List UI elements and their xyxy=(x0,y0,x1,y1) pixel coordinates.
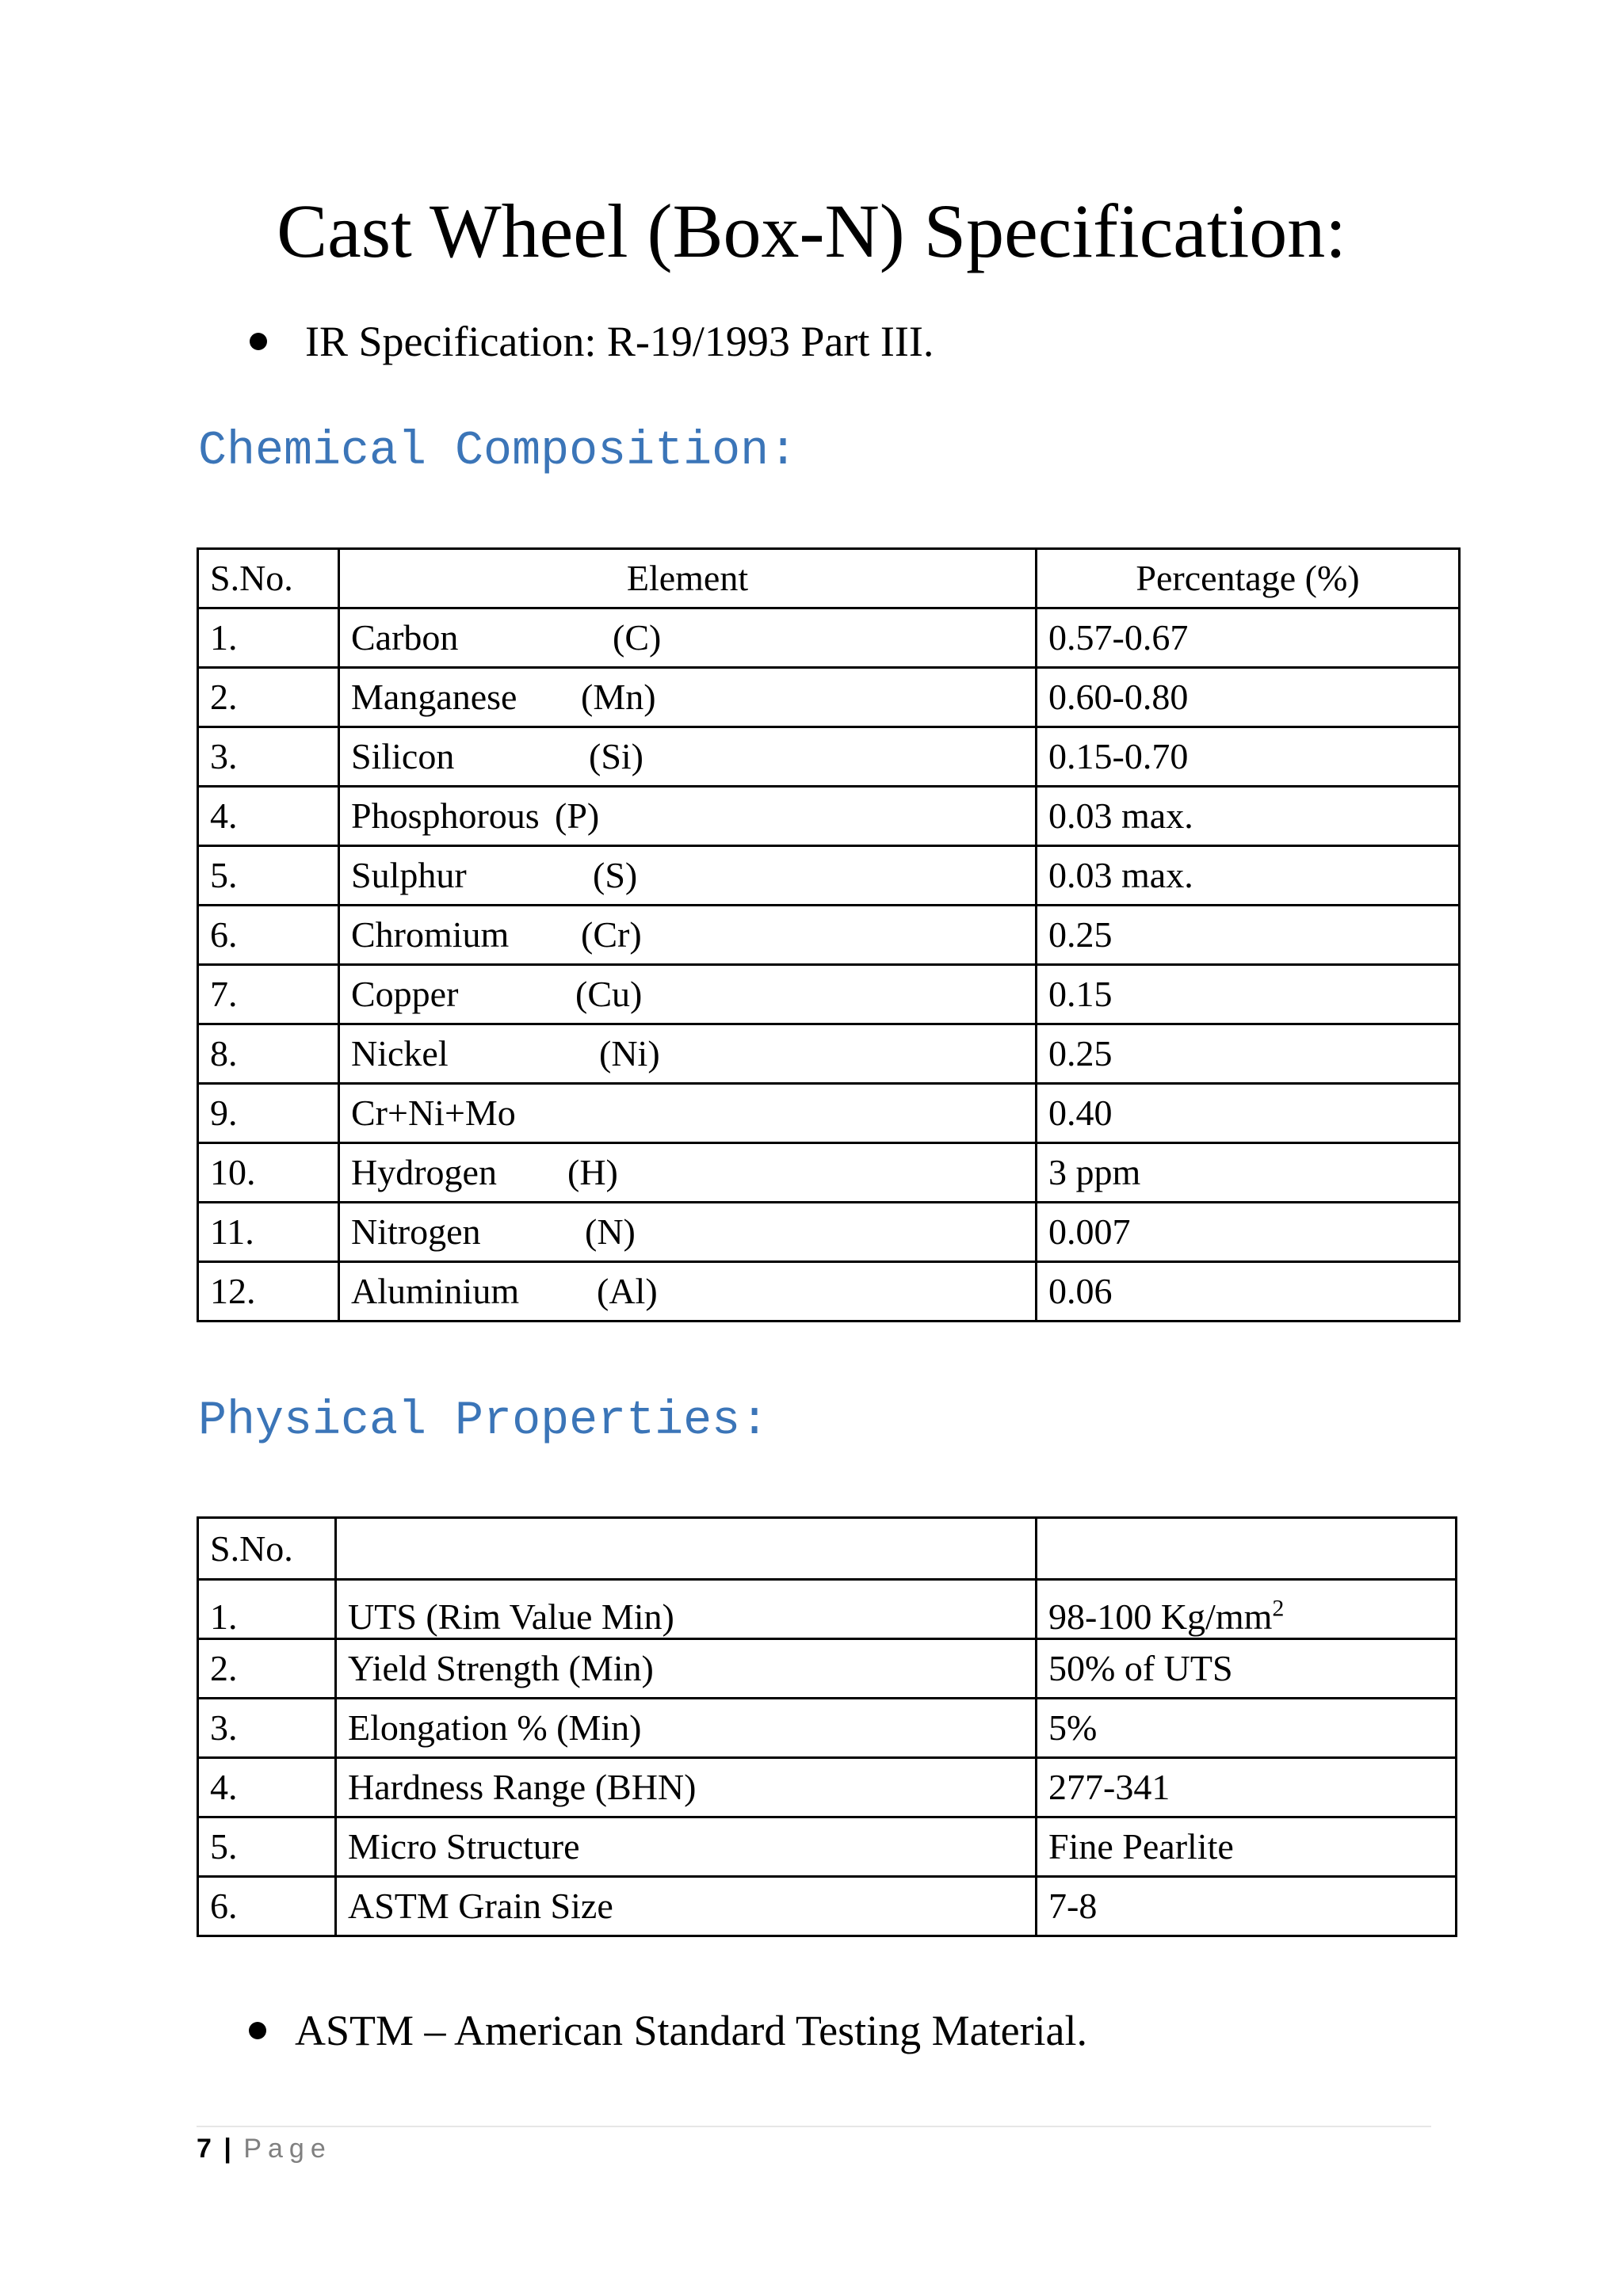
table-row xyxy=(198,1084,1460,1143)
sno-cell: 11. xyxy=(198,1203,339,1262)
element-cell xyxy=(339,608,1037,668)
element-cell xyxy=(339,1143,1037,1203)
element-name: Nitrogen xyxy=(351,1211,481,1252)
element-symbol: (Mn) xyxy=(581,677,656,717)
element-name: Manganese xyxy=(351,677,517,717)
value-text: 277-341 xyxy=(1048,1767,1170,1807)
sno-cell: 5. xyxy=(198,1817,336,1877)
page-number: 7 xyxy=(197,2134,212,2164)
percentage-cell: 0.25 xyxy=(1037,906,1460,965)
element-name: Hydrogen xyxy=(351,1152,497,1192)
sno-cell: 8. xyxy=(198,1024,339,1084)
table-header-row xyxy=(198,1518,1457,1580)
sno-cell: 4. xyxy=(198,1758,336,1817)
table-row xyxy=(198,965,1460,1024)
page-label: Page xyxy=(243,2134,332,2164)
element-name: Silicon xyxy=(351,736,455,776)
table-row xyxy=(198,906,1460,965)
sno-cell: 2. xyxy=(198,668,339,727)
bullet-icon xyxy=(249,2022,266,2039)
percentage-cell: 0.60-0.80 xyxy=(1037,668,1460,727)
element-cell: Cr+Ni+Mo xyxy=(339,1084,1037,1143)
sno-cell: 2. xyxy=(198,1639,336,1699)
value-text: Fine Pearlite xyxy=(1048,1826,1234,1867)
element-symbol: (N) xyxy=(585,1211,636,1252)
value-text: 98-100 Kg/mm xyxy=(1048,1596,1273,1637)
sno-cell: 5. xyxy=(198,846,339,906)
value-cell xyxy=(1037,1639,1457,1699)
element-cell xyxy=(339,668,1037,727)
percentage-cell: 0.03 max. xyxy=(1037,846,1460,906)
element-name: Chromium xyxy=(351,914,510,955)
percentage-cell: 0.03 max. xyxy=(1037,787,1460,846)
property-cell: Micro Structure xyxy=(336,1817,1037,1877)
element-cell xyxy=(339,1262,1037,1322)
percentage-cell: 0.15-0.70 xyxy=(1037,727,1460,787)
element-name: Sulphur xyxy=(351,855,467,895)
header-element: Element xyxy=(339,549,1037,608)
element-cell xyxy=(339,906,1037,965)
table-row xyxy=(198,787,1460,846)
element-symbol: (Cu) xyxy=(575,974,643,1014)
element-cell xyxy=(339,1024,1037,1084)
percentage-cell: 0.25 xyxy=(1037,1024,1460,1084)
value-text: 5% xyxy=(1048,1707,1098,1748)
header-sno: S.No. xyxy=(198,1518,336,1580)
element-name: Copper xyxy=(351,974,459,1014)
element-symbol: (S) xyxy=(593,855,638,895)
table-row xyxy=(198,1024,1460,1084)
chemical-composition-table xyxy=(197,547,1461,1322)
value-cell xyxy=(1037,1699,1457,1758)
header-sno: S.No. xyxy=(198,549,339,608)
sno-cell: 4. xyxy=(198,787,339,846)
sno-cell: 12. xyxy=(198,1262,339,1322)
property-cell: ASTM Grain Size xyxy=(336,1877,1037,1936)
table-row xyxy=(198,1143,1460,1203)
property-cell: Hardness Range (BHN) xyxy=(336,1758,1037,1817)
physical-properties-heading: Physical Properties: xyxy=(198,1394,769,1448)
value-cell xyxy=(1037,1580,1457,1639)
table-row xyxy=(198,846,1460,906)
footer-divider xyxy=(197,2126,1431,2127)
sno-cell: 6. xyxy=(198,1877,336,1936)
table-row xyxy=(198,668,1460,727)
element-symbol: (Si) xyxy=(589,736,643,776)
percentage-cell: 0.57-0.67 xyxy=(1037,608,1460,668)
value-text: 7-8 xyxy=(1048,1886,1098,1926)
table-row xyxy=(198,1262,1460,1322)
chemical-composition-heading: Chemical Composition: xyxy=(198,425,798,479)
property-cell: Yield Strength (Min) xyxy=(336,1639,1037,1699)
table-row xyxy=(198,1580,1457,1639)
value-superscript: 2 xyxy=(1272,1595,1285,1622)
percentage-cell: 0.007 xyxy=(1037,1203,1460,1262)
table-row xyxy=(198,608,1460,668)
sno-cell: 7. xyxy=(198,965,339,1024)
element-name: Aluminium xyxy=(351,1271,520,1311)
percentage-cell: 3 ppm xyxy=(1037,1143,1460,1203)
sno-cell: 1. xyxy=(198,608,339,668)
header-value xyxy=(1037,1518,1457,1580)
value-text: 50% of UTS xyxy=(1048,1648,1233,1688)
table-row xyxy=(198,727,1460,787)
value-cell xyxy=(1037,1758,1457,1817)
element-symbol: (H) xyxy=(567,1152,618,1192)
spec-bullet-item xyxy=(305,315,934,368)
page-footer xyxy=(197,2131,332,2166)
value-cell xyxy=(1037,1877,1457,1936)
header-property xyxy=(336,1518,1037,1580)
percentage-cell: 0.06 xyxy=(1037,1262,1460,1322)
sno-cell: 6. xyxy=(198,906,339,965)
table-row xyxy=(198,1699,1457,1758)
sno-cell: 3. xyxy=(198,1699,336,1758)
table-row xyxy=(198,1758,1457,1817)
sno-cell: 9. xyxy=(198,1084,339,1143)
element-symbol: (Al) xyxy=(597,1271,658,1311)
element-cell xyxy=(339,787,1037,846)
physical-properties-table xyxy=(197,1516,1457,1937)
percentage-cell: 0.40 xyxy=(1037,1084,1460,1143)
table-row xyxy=(198,1203,1460,1262)
sno-cell: 10. xyxy=(198,1143,339,1203)
property-cell: Elongation % (Min) xyxy=(336,1699,1037,1758)
table-row xyxy=(198,1877,1457,1936)
astm-bullet-text: ASTM – American Standard Testing Material. xyxy=(295,2007,1088,2054)
element-symbol: (P) xyxy=(555,795,600,836)
table-row xyxy=(198,1817,1457,1877)
element-name: Carbon xyxy=(351,617,459,658)
astm-bullet-item xyxy=(295,2004,1087,2057)
element-symbol: (C) xyxy=(613,617,662,658)
table-header-row xyxy=(198,549,1460,608)
element-cell xyxy=(339,727,1037,787)
header-percentage: Percentage (%) xyxy=(1037,549,1460,608)
element-cell xyxy=(339,1203,1037,1262)
property-cell: UTS (Rim Value Min) xyxy=(336,1580,1037,1639)
element-cell xyxy=(339,965,1037,1024)
footer-separator: | xyxy=(223,2134,231,2164)
element-name: Phosphorous xyxy=(351,795,540,836)
element-cell xyxy=(339,846,1037,906)
value-cell xyxy=(1037,1817,1457,1877)
element-symbol: (Cr) xyxy=(581,914,642,955)
sno-cell: 1. xyxy=(198,1580,336,1639)
sno-cell: 3. xyxy=(198,727,339,787)
element-symbol: (Ni) xyxy=(599,1033,660,1074)
page-title: Cast Wheel (Box-N) Specification: xyxy=(277,189,1346,273)
table-row xyxy=(198,1639,1457,1699)
element-name: Nickel xyxy=(351,1033,449,1074)
bullet-icon xyxy=(250,333,267,350)
spec-bullet-text: IR Specification: R-19/1993 Part III. xyxy=(305,318,934,365)
percentage-cell: 0.15 xyxy=(1037,965,1460,1024)
